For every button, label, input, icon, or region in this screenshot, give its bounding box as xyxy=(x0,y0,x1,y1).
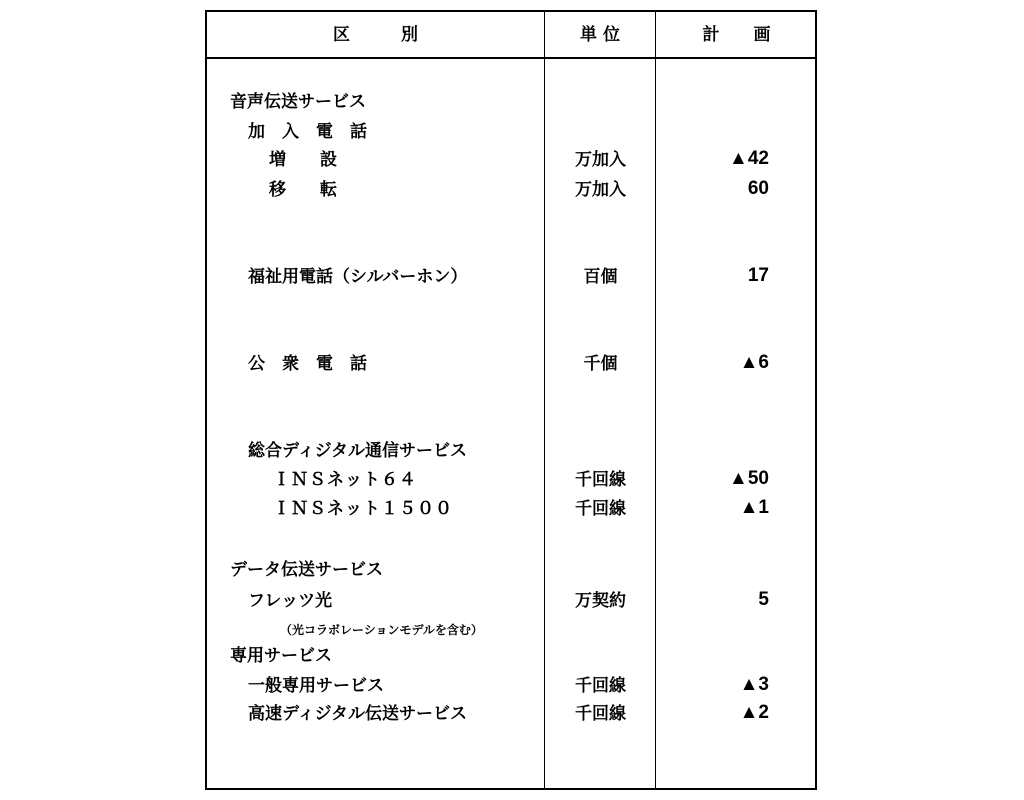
column-divider xyxy=(655,12,656,788)
row-unit: 万加入 xyxy=(575,150,626,170)
row-plan: ▲6 xyxy=(739,352,769,373)
row-unit: 千回線 xyxy=(575,470,626,490)
row-label: ＩＮＳネット６４ xyxy=(273,470,417,490)
row-label: 高速ディジタル伝送サービス xyxy=(248,704,467,724)
row-plan: 5 xyxy=(758,589,769,610)
row-plan: ▲3 xyxy=(739,674,769,695)
row-unit: 千回線 xyxy=(575,704,626,724)
row-label: 加 入 電 話 xyxy=(248,122,367,142)
row-note: （光コラボレーションモデルを含む） xyxy=(280,623,483,637)
row-label: 福祉用電話（シルバーホン） xyxy=(248,267,468,287)
row-unit: 万加入 xyxy=(575,180,626,200)
header-category: 区 別 xyxy=(333,25,418,45)
header-unit: 単 位 xyxy=(580,25,620,45)
row-unit: 万契約 xyxy=(575,591,626,611)
row-plan: 17 xyxy=(747,265,769,286)
row-label: 公 衆 電 話 xyxy=(248,354,367,374)
row-label: 移 転 xyxy=(269,180,337,200)
row-label: フレッツ光 xyxy=(248,591,333,611)
row-label: 専用サービス xyxy=(230,646,332,666)
row-plan: ▲42 xyxy=(729,148,769,169)
row-unit: 千回線 xyxy=(575,676,626,696)
row-plan: ▲2 xyxy=(739,702,769,723)
row-label: ＩＮＳネット１５００ xyxy=(273,499,453,519)
row-label: 音声伝送サービス xyxy=(230,92,366,112)
row-unit: 千回線 xyxy=(575,499,626,519)
column-divider xyxy=(544,12,545,788)
row-unit: 千個 xyxy=(583,354,618,374)
plan-table xyxy=(205,10,817,790)
header-plan: 計 画 xyxy=(702,25,771,45)
row-plan: 60 xyxy=(747,178,769,199)
row-unit: 百個 xyxy=(583,267,618,287)
row-label: 増 設 xyxy=(269,150,337,170)
row-plan: ▲50 xyxy=(729,468,769,489)
row-label: データ伝送サービス xyxy=(230,560,383,580)
row-label: 一般専用サービス xyxy=(248,676,384,696)
row-plan: ▲1 xyxy=(739,497,769,518)
row-label: 総合ディジタル通信サービス xyxy=(248,441,467,461)
